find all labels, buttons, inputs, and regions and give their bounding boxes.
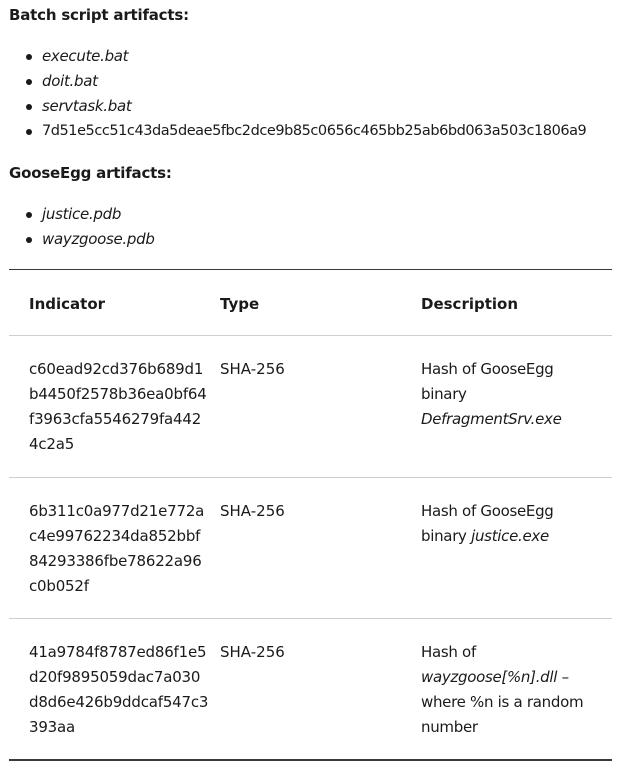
list-item-justice-pdb: justice.pdb [42, 202, 155, 227]
list-item-batch-hash: 7d51e5cc51c43da5deae5fbc2dce9b85c0656c465bb25ab6bd063a503c1806a9 [42, 119, 586, 144]
table-row [9, 336, 612, 477]
gooseegg-artifacts-heading: GooseEgg artifacts: [9, 164, 172, 182]
batch-artifacts-list [42, 44, 586, 144]
header-indicator: Indicator [29, 295, 106, 313]
type-cell: SHA-256 [220, 643, 285, 661]
type-cell: SHA-256 [220, 502, 285, 520]
type-cell: SHA-256 [220, 360, 285, 378]
list-item-wayzgoose-pdb: wayzgoose.pdb [42, 227, 155, 252]
batch-artifacts-heading: Batch script artifacts: [9, 6, 189, 24]
indicator-cell: c60ead92cd376b689d1b4450f2578b36ea0bf64f3963cfa5546279fa4424c2a5 [29, 360, 207, 453]
description-cell [421, 357, 601, 432]
table-row [9, 477, 612, 618]
table-header-row [9, 270, 612, 336]
table-row [9, 618, 612, 759]
description-filename: wayzgoose[%n].dll [421, 668, 558, 686]
gooseegg-artifacts-list [42, 202, 155, 252]
description-text: Hash of GooseEgg binary [421, 502, 554, 545]
description-text: Hash of [421, 643, 476, 661]
list-item-servtask-bat: servtask.bat [42, 94, 586, 119]
description-text: Hash of GooseEgg binary [421, 360, 554, 403]
indicators-table [9, 269, 612, 761]
list-item-execute-bat: execute.bat [42, 44, 586, 69]
description-filename: justice.exe [471, 527, 549, 545]
list-item-doit-bat: doit.bat [42, 69, 586, 94]
header-description: Description [421, 295, 519, 313]
description-filename: DefragmentSrv.exe [421, 410, 562, 428]
indicator-cell: 6b311c0a977d21e772ac4e99762234da852bbf84293386fbe78622a96c0b052f [29, 502, 205, 595]
description-tail: – where %n is a random number [421, 668, 584, 736]
indicator-cell: 41a9784f8787ed86f1e5d20f9895059dac7a030d8d6e426b9ddcaf547c3393aa [29, 643, 209, 736]
header-type: Type [220, 295, 260, 313]
description-cell [421, 499, 601, 549]
description-cell [421, 640, 601, 740]
